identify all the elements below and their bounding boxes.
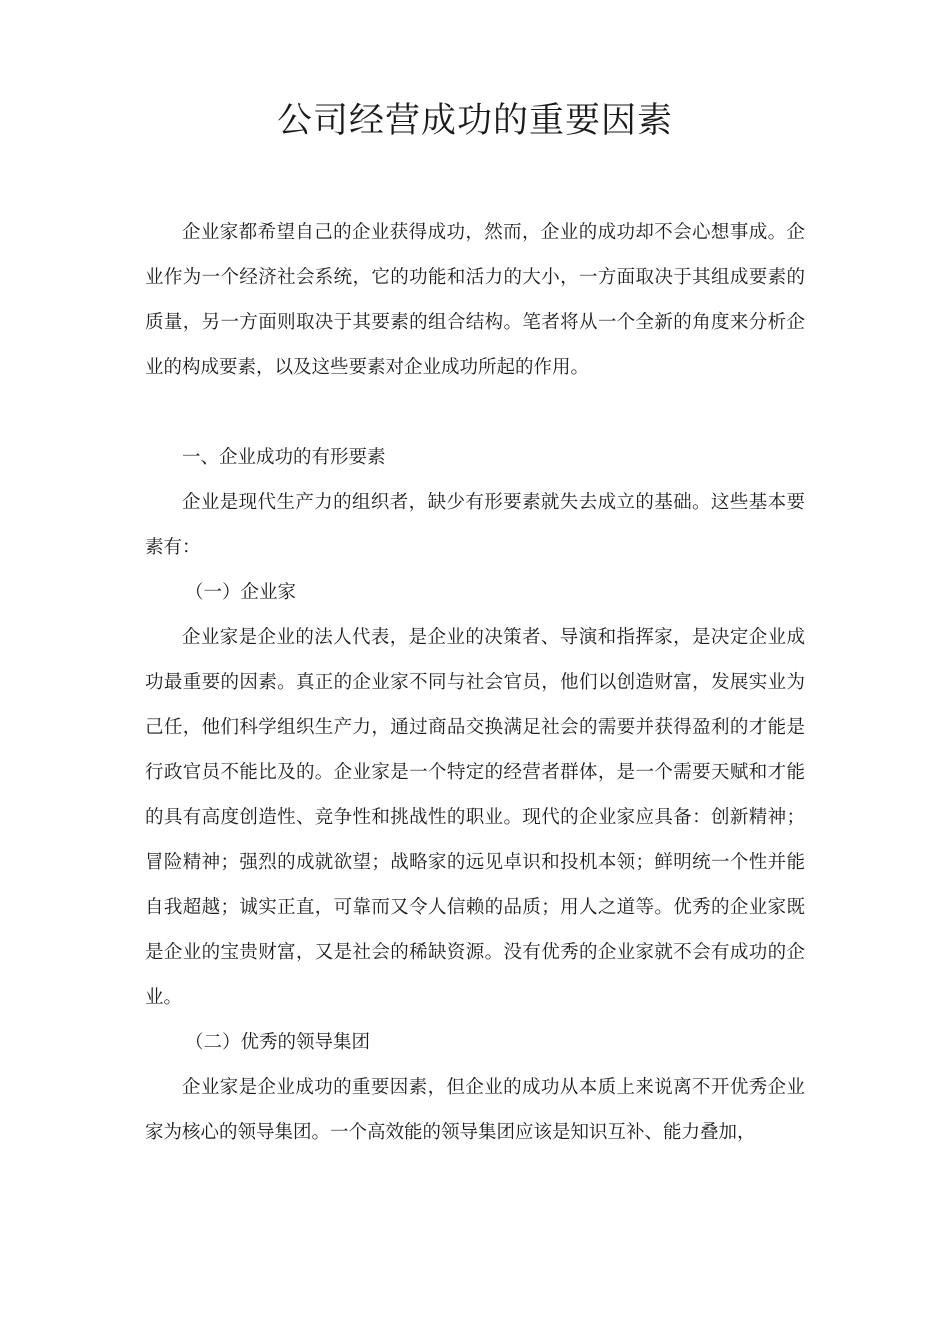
subsection-heading: （二）优秀的领导集团 (185, 1032, 371, 1053)
document-body (145, 210, 805, 1155)
body-paragraph: 企业家是企业成功的重要因素，但企业的成功从本质上来说离不开优秀企业家为核心的领导集团。一个高效能的领导集团应该是知识互补、能力叠加， (145, 1077, 805, 1143)
intro-paragraph: 企业家都希望自己的企业获得成功，然而，企业的成功却不会心想事成。企业作为一个经济社会系统，它的功能和活力的大小，一方面取决于其组成要素的质量，另一方面则取决于其要素的组合结构。笔者将从一个全新的角度来分析企业的构成要素，以及这些要素对企业成功所起的作用。 (145, 222, 805, 378)
body-paragraph: 企业是现代生产力的组织者，缺少有形要素就失去成立的基础。这些基本要素有： (145, 492, 805, 558)
subsection-heading: （一）企业家 (185, 582, 297, 603)
body-paragraph: 企业家是企业的法人代表，是企业的决策者、导演和指挥家，是决定企业成功最重要的因素。真正的企业家不同与社会官员，他们以创造财富，发展实业为己任，他们科学组织生产力，通过商品交换满足社会的需要并获得盈利的才能是行政官员不能比及的。企业家是一个特定的经营者群体，是一个需要天赋和才能的具有高度创造性、竞争性和挑战性的职业。现代的企业家应具备：创新精神；冒险精神；强烈的成就欲望；战略家的远见卓识和投机本领；鲜明统一个性并能自我超越；诚实正直，可靠而又令人信赖的品质；用人之道等。优秀的企业家既是企业的宝贵财富，又是社会的稀缺资源。没有优秀的企业家就不会有成功的企业。 (145, 627, 805, 1008)
document-title: 公司经营成功的重要因素 (276, 101, 673, 141)
section-heading: 一、企业成功的有形要素 (182, 447, 386, 468)
